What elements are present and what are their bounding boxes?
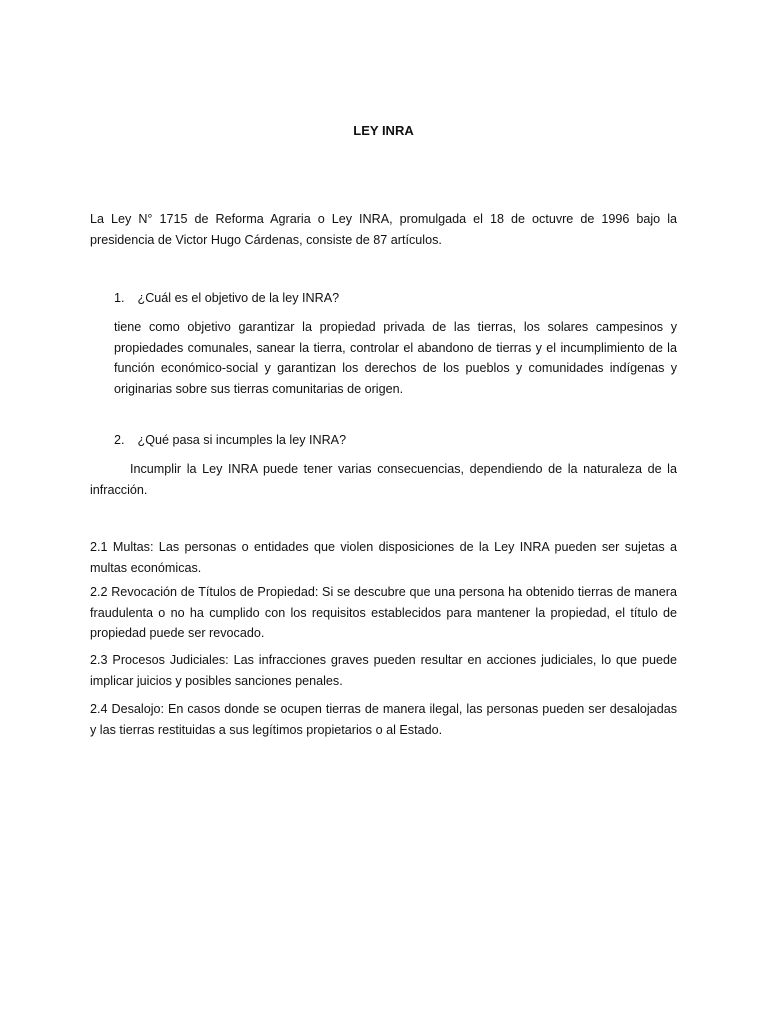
question-2-text: ¿Qué pasa si incumples la ley INRA? (137, 433, 347, 447)
consequence-procesos: 2.3 Procesos Judiciales: Las infracciones graves pueden resultar en acciones judiciales, lo que puede implicar juicios y posibles sanciones penales. (90, 653, 677, 688)
consequence-revocacion: 2.2 Revocación de Títulos de Propiedad: Si se descubre que una persona ha obtenido tierras de manera fraudulenta o no ha cumplido con los requisitos establecidos para mantener la propiedad, el título de propiedad puede ser revocado. (90, 585, 677, 640)
consequence-desalojo: 2.4 Desalojo: En casos donde se ocupen tierras de manera ilegal, las personas pueden ser desalojadas y las tierras restituidas a sus legítimos propietarios o al Estado. (90, 702, 677, 737)
question-1-number: 1. (114, 291, 125, 305)
question-2-number: 2. (114, 433, 125, 447)
answer-2: Incumplir la Ley INRA puede tener varias consecuencias, dependiendo de la naturaleza de la infracción. (90, 462, 677, 497)
document-title: LEY INRA (353, 123, 414, 138)
question-1-text: ¿Cuál es el objetivo de la ley INRA? (137, 291, 340, 305)
question-2 (114, 430, 677, 451)
intro-paragraph: La Ley N° 1715 de Reforma Agraria o Ley INRA, promulgada el 18 de octuvre de 1996 bajo la presidencia de Victor Hugo Cárdenas, consiste de 87 artículos. (90, 212, 677, 247)
answer-1: tiene como objetivo garantizar la propiedad privada de las tierras, los solares campesinos y propiedades comunales, sanear la tierra, controlar el abandono de tierras y el incumplimiento de la función económico-social y garantizan los derechos de los pueblos y comunidades indígenas y originarias sobre sus tierras comunitarias de origen. (114, 320, 677, 396)
question-1 (114, 288, 677, 309)
consequence-multas: 2.1 Multas: Las personas o entidades que violen disposiciones de la Ley INRA pueden ser sujetas a multas económicas. (90, 540, 677, 575)
